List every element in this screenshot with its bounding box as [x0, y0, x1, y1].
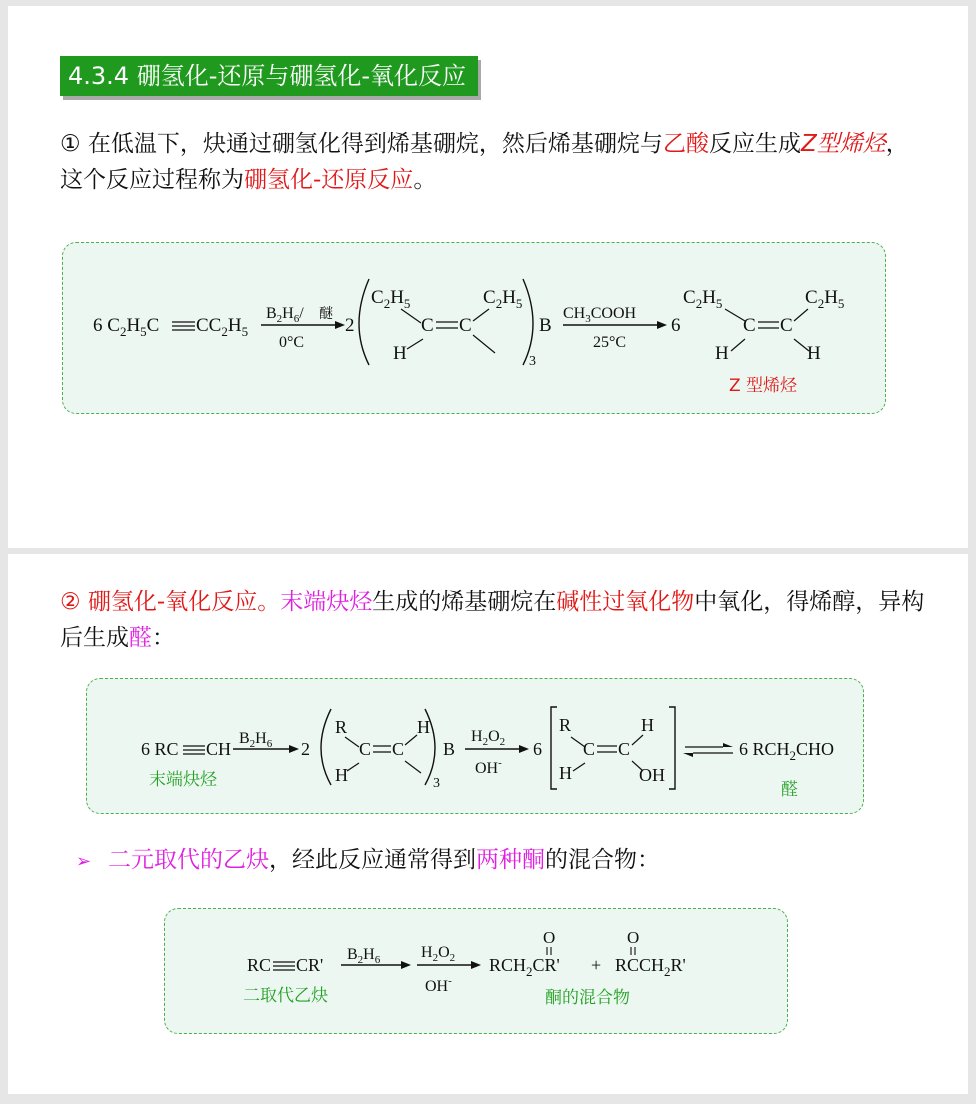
bullet-disubstituted: [76, 848, 91, 876]
svg-text:R: R: [335, 717, 348, 737]
svg-text:C: C: [780, 315, 793, 336]
reaction-box-2: [86, 678, 864, 814]
section-heading: 4.3.4 硼氢化-还原与硼氢化-氧化反应: [60, 56, 478, 96]
svg-text:R: R: [559, 715, 572, 735]
svg-text:RCCH2R': $RCCH_2R'$: [615, 955, 686, 979]
svg-text:C2H5: $C_2H_5$: [683, 287, 723, 311]
disubstituted-alkyne-caption: 二取代乙炔: [243, 986, 328, 1006]
para-text: ：: [152, 625, 175, 651]
svg-text:OH-: OH-: [425, 975, 452, 995]
svg-text:6 RC: 6 RC: [141, 739, 179, 759]
svg-text:C: C: [421, 315, 434, 336]
svg-text:C2H5: $C_2H_5$: [805, 287, 845, 311]
highlight-reaction-name: 硼氢化-还原反应: [244, 167, 414, 193]
svg-text:B2H6: $B_2H_6$: [239, 730, 273, 750]
svg-text:B: B: [539, 315, 552, 336]
svg-text:CH3COOH: $CH_3COOH$: [563, 305, 637, 325]
paragraph-hydroboration-reduction: [60, 126, 930, 198]
svg-text:6 C2H5C: 6 $C_2H_5C$: [93, 315, 160, 339]
svg-text:H: H: [641, 715, 654, 735]
highlight-terminal-alkyne: 末端炔烃: [280, 589, 373, 615]
svg-text:H2O2: $H_2O_2$: [471, 728, 506, 748]
svg-text:CR': CR': [296, 955, 324, 975]
svg-text:RC: RC: [247, 955, 272, 975]
svg-text:H: H: [417, 717, 430, 737]
reaction-scheme-1: [63, 243, 885, 413]
paragraph-disubstituted-alkyne: [108, 842, 928, 878]
svg-text:C: C: [392, 739, 405, 759]
svg-text:25°C: 25°C: [593, 334, 627, 351]
svg-text:C: C: [459, 315, 472, 336]
svg-text:2: 2: [345, 315, 355, 336]
svg-text:B2H6/: $B_2H_6/$: [266, 305, 304, 325]
svg-text:C: C: [743, 315, 756, 336]
reaction-scheme-3: [165, 909, 787, 1033]
svg-text:H: H: [393, 343, 407, 364]
svg-text:RCH2CR': $RCH_2CR'$: [489, 955, 560, 979]
svg-text:H: H: [807, 343, 821, 364]
svg-text:B: B: [443, 739, 456, 759]
reaction-scheme-2: [87, 679, 863, 813]
para-text: 中氧化，得烯醇，异构后生成: [60, 589, 925, 651]
para-text: 生成的烯基硼烷在: [372, 589, 557, 615]
svg-text:OH: OH: [639, 765, 665, 785]
slide-1: [8, 6, 968, 548]
svg-text:醚: 醚: [319, 306, 333, 322]
highlight-aldehyde: 醛: [129, 625, 152, 651]
z-alkene-caption: Z 型烯烃: [729, 376, 798, 396]
para-text: ，经此反应通常得到: [269, 847, 476, 873]
para-text: 反应生成: [708, 131, 801, 157]
paragraph-hydroboration-oxidation: [60, 584, 930, 656]
svg-text:B2H6: $B_2H_6$: [347, 946, 381, 966]
reaction-box-1: [62, 242, 886, 414]
highlight-two-ketones: 两种酮: [476, 847, 545, 873]
ketone-mixture-caption: 酮的混合物: [545, 988, 630, 1008]
highlight-acetic-acid: 乙酸: [662, 131, 709, 157]
bullet-arrow-icon: ➢: [76, 851, 92, 872]
para-text: ，这个反应过程称为: [60, 131, 909, 193]
svg-text:C2H5: $C_2H_5$: [483, 287, 523, 311]
slide-2: [8, 554, 968, 1094]
highlight-disubstituted-acetylene: 二元取代的乙炔: [108, 847, 269, 873]
svg-text:C: C: [618, 739, 631, 759]
svg-text:H2O2: $H_2O_2$: [421, 944, 456, 964]
aldehyde-caption: 醛: [781, 780, 798, 800]
highlight-reaction-name: ② 硼氢化-氧化反应。: [60, 589, 281, 615]
terminal-alkyne-caption: 末端炔烃: [149, 770, 217, 790]
svg-text:O: O: [543, 928, 556, 947]
para-text: ① 在低温下，炔通过硼氢化得到烯基硼烷，然后烯基硼烷与: [60, 131, 663, 157]
svg-text:+: +: [591, 955, 602, 975]
svg-text:C: C: [583, 739, 596, 759]
svg-text:OH-: OH-: [475, 757, 502, 777]
svg-text:0°C: 0°C: [279, 334, 305, 351]
svg-text:H: H: [715, 343, 729, 364]
svg-text:H: H: [559, 763, 572, 783]
svg-text:6: 6: [533, 739, 542, 759]
svg-text:CC2H5: $CC_2H_5$: [196, 315, 249, 339]
svg-text:6 RCH2CHO: 6 $RCH_2CHO$: [739, 739, 835, 763]
reaction-box-3: [164, 908, 788, 1034]
para-text: 。: [413, 167, 437, 193]
svg-text:2: 2: [301, 739, 310, 759]
svg-text:H: H: [335, 765, 348, 785]
svg-text:3: 3: [433, 776, 440, 791]
highlight-z-alkene: Z型烯烃: [800, 131, 886, 157]
svg-text:3: 3: [529, 354, 536, 369]
svg-text:CH: CH: [206, 739, 232, 759]
highlight-basic-peroxide: 碱性过氧化物: [556, 589, 695, 615]
para-text: 的混合物：: [545, 847, 660, 873]
svg-text:C2H5: $C_2H_5$: [371, 287, 411, 311]
svg-text:6: 6: [671, 315, 681, 336]
svg-text:C: C: [359, 739, 372, 759]
svg-text:O: O: [627, 928, 640, 947]
